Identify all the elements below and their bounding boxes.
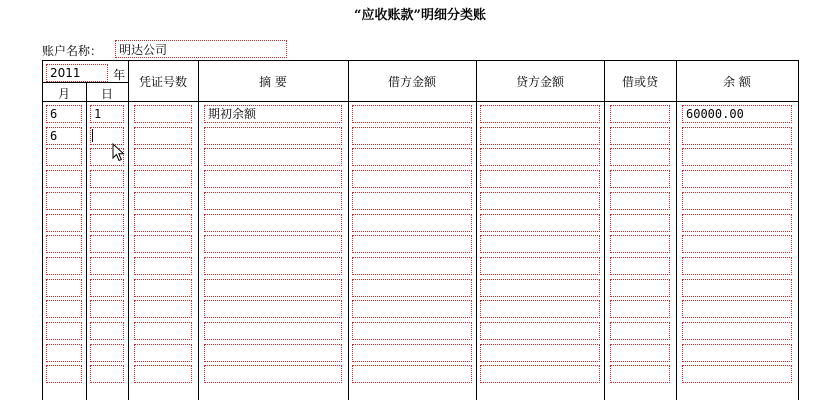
grid-hline: [42, 101, 799, 102]
row-debit-field[interactable]: [352, 148, 472, 166]
row-debit-field[interactable]: [352, 192, 472, 210]
row-voucher-field[interactable]: [134, 365, 192, 383]
row-balance-field[interactable]: [682, 127, 792, 145]
row-direction-field[interactable]: [610, 214, 670, 232]
row-month-field[interactable]: [46, 300, 82, 318]
grid-vline: [86, 82, 87, 400]
row-credit-field[interactable]: [480, 192, 600, 210]
day-header: 日: [100, 87, 113, 101]
row-direction-field[interactable]: [610, 322, 670, 340]
row-direction-field[interactable]: [610, 344, 670, 362]
row-credit-field[interactable]: [480, 235, 600, 253]
row-summary-field[interactable]: [204, 192, 342, 210]
row-balance-field[interactable]: [682, 170, 792, 188]
row-balance-field[interactable]: [682, 322, 792, 340]
row-month-field[interactable]: [46, 365, 82, 383]
row-month-field[interactable]: [46, 192, 82, 210]
grid-vline: [128, 60, 129, 400]
row-direction-field[interactable]: [610, 235, 670, 253]
row-direction-field[interactable]: [610, 170, 670, 188]
row-month-field[interactable]: [46, 170, 82, 188]
row-direction-field[interactable]: [610, 279, 670, 297]
grid-vline: [348, 60, 349, 400]
year-suffix-label: 年: [112, 68, 125, 82]
grid-vline: [476, 60, 477, 400]
row-credit-field[interactable]: [480, 279, 600, 297]
balance-header: 余 额: [723, 75, 751, 89]
row-debit-field[interactable]: [352, 300, 472, 318]
row-summary-field[interactable]: [204, 365, 342, 383]
debit-header: 借方金额: [387, 75, 436, 89]
row-summary-field[interactable]: [204, 235, 342, 253]
row-direction-field[interactable]: [610, 148, 670, 166]
row-day-field[interactable]: [90, 214, 124, 232]
grid-vline: [198, 60, 199, 400]
row-voucher-field[interactable]: [134, 300, 192, 318]
row-summary-field[interactable]: [204, 322, 342, 340]
row-balance-field[interactable]: 60000.00: [682, 105, 792, 123]
row-voucher-field[interactable]: [134, 192, 192, 210]
row-credit-field[interactable]: [480, 170, 600, 188]
grid-vline: [604, 60, 605, 400]
row-debit-field[interactable]: [352, 214, 472, 232]
row-voucher-field[interactable]: [134, 344, 192, 362]
row-summary-field[interactable]: [204, 148, 342, 166]
row-month-field[interactable]: 6: [46, 127, 82, 145]
row-balance-field[interactable]: [682, 365, 792, 383]
row-debit-field[interactable]: [352, 322, 472, 340]
credit-header: 贷方金额: [515, 75, 564, 89]
row-month-field[interactable]: [46, 279, 82, 297]
summary-header: 摘 要: [259, 75, 287, 89]
voucher-header: 凭证号数: [138, 75, 187, 89]
row-balance-field[interactable]: [682, 192, 792, 210]
row-summary-field[interactable]: [204, 214, 342, 232]
row-credit-field[interactable]: [480, 214, 600, 232]
row-voucher-field[interactable]: [134, 235, 192, 253]
row-voucher-field[interactable]: [134, 105, 192, 123]
row-debit-field[interactable]: [352, 257, 472, 275]
row-voucher-field[interactable]: [134, 257, 192, 275]
row-direction-field[interactable]: [610, 257, 670, 275]
row-balance-field[interactable]: [682, 344, 792, 362]
row-debit-field[interactable]: [352, 235, 472, 253]
row-credit-field[interactable]: [480, 105, 600, 123]
row-debit-field[interactable]: [352, 170, 472, 188]
row-day-field[interactable]: [90, 192, 124, 210]
row-credit-field[interactable]: [480, 344, 600, 362]
row-day-field[interactable]: [90, 344, 124, 362]
row-summary-field[interactable]: [204, 300, 342, 318]
row-summary-field[interactable]: [204, 170, 342, 188]
row-month-field[interactable]: [46, 235, 82, 253]
row-credit-field[interactable]: [480, 300, 600, 318]
row-direction-field[interactable]: [610, 192, 670, 210]
row-credit-field[interactable]: [480, 257, 600, 275]
row-summary-field[interactable]: 期初余额: [204, 105, 342, 123]
row-debit-field[interactable]: [352, 279, 472, 297]
row-day-field[interactable]: [90, 235, 124, 253]
row-balance-field[interactable]: [682, 300, 792, 318]
row-day-field[interactable]: [90, 300, 124, 318]
row-balance-field[interactable]: [682, 214, 792, 232]
row-balance-field[interactable]: [682, 148, 792, 166]
grid-hline: [42, 82, 129, 83]
mouse-pointer-icon: [112, 143, 126, 163]
row-day-field[interactable]: [90, 322, 124, 340]
row-month-field[interactable]: [46, 322, 82, 340]
month-header: 月: [57, 87, 70, 101]
row-month-field[interactable]: 6: [46, 105, 82, 123]
row-voucher-field[interactable]: [134, 170, 192, 188]
direction-header: 借或贷: [621, 75, 658, 89]
grid-hline: [42, 60, 799, 61]
row-balance-field[interactable]: [682, 235, 792, 253]
row-direction-field[interactable]: [610, 105, 670, 123]
grid-vline: [798, 60, 799, 400]
row-summary-field[interactable]: [204, 279, 342, 297]
row-day-field[interactable]: [90, 257, 124, 275]
row-voucher-field[interactable]: [134, 279, 192, 297]
row-day-field[interactable]: [90, 170, 124, 188]
row-month-field[interactable]: [46, 214, 82, 232]
row-direction-field[interactable]: [610, 127, 670, 145]
row-balance-field[interactable]: [682, 257, 792, 275]
row-day-field[interactable]: [90, 279, 124, 297]
row-credit-field[interactable]: [480, 365, 600, 383]
row-voucher-field[interactable]: [134, 322, 192, 340]
row-debit-field[interactable]: [352, 105, 472, 123]
year-input[interactable]: 2011: [46, 64, 108, 82]
row-voucher-field[interactable]: [134, 127, 192, 145]
row-voucher-field[interactable]: [134, 148, 192, 166]
row-debit-field[interactable]: [352, 365, 472, 383]
row-day-field[interactable]: [90, 127, 124, 145]
account-name-input[interactable]: 明达公司: [115, 40, 287, 58]
grid-vline: [676, 60, 677, 400]
row-month-field[interactable]: [46, 257, 82, 275]
row-voucher-field[interactable]: [134, 214, 192, 232]
row-credit-field[interactable]: [480, 127, 600, 145]
row-debit-field[interactable]: [352, 127, 472, 145]
row-direction-field[interactable]: [610, 365, 670, 383]
row-month-field[interactable]: [46, 148, 82, 166]
row-summary-field[interactable]: [204, 257, 342, 275]
row-direction-field[interactable]: [610, 300, 670, 318]
grid-vline: [42, 60, 43, 400]
row-summary-field[interactable]: [204, 344, 342, 362]
row-day-field[interactable]: 1: [90, 105, 124, 123]
ledger-title: “应收账款”明细分类账: [354, 8, 486, 23]
row-month-field[interactable]: [46, 344, 82, 362]
row-debit-field[interactable]: [352, 344, 472, 362]
row-day-field[interactable]: [90, 365, 124, 383]
row-credit-field[interactable]: [480, 148, 600, 166]
row-credit-field[interactable]: [480, 322, 600, 340]
row-balance-field[interactable]: [682, 279, 792, 297]
account-name-label: 账户名称：: [42, 44, 103, 58]
row-summary-field[interactable]: [204, 127, 342, 145]
text-caret: [92, 129, 93, 142]
